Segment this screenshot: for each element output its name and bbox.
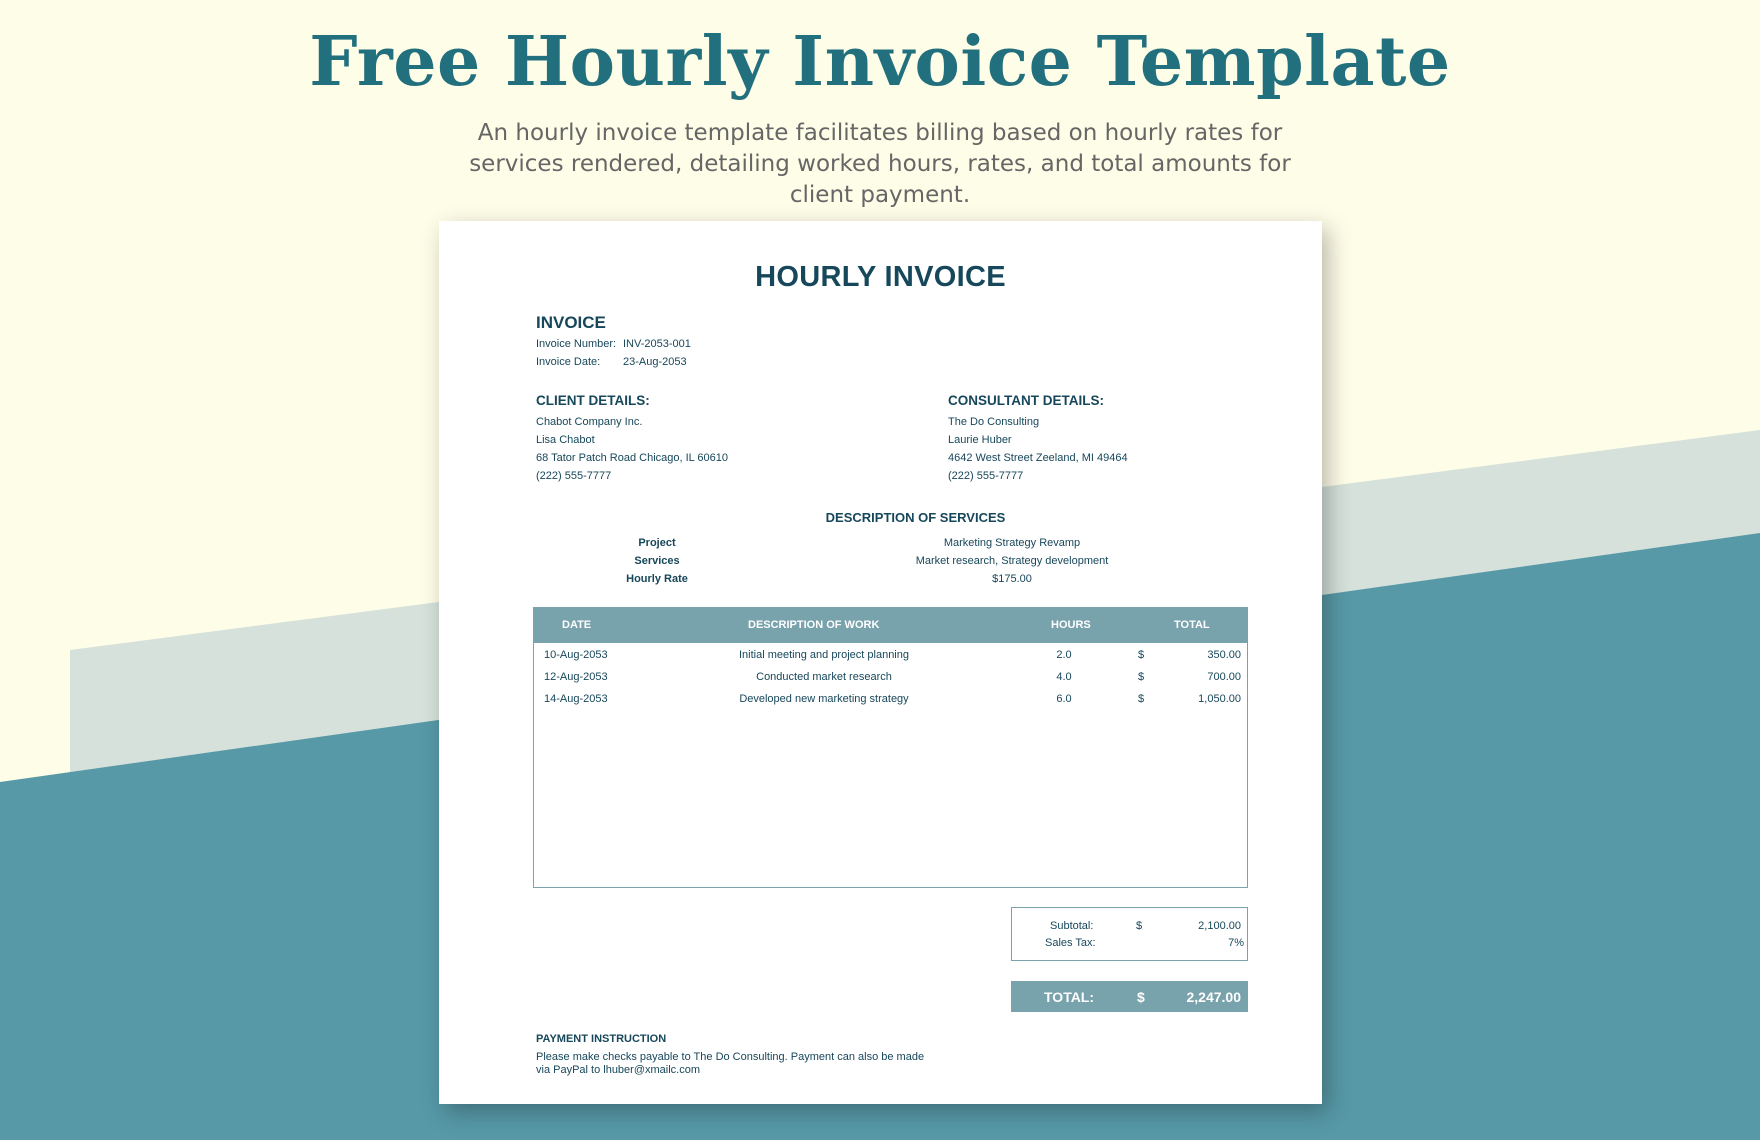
client-name: Lisa Chabot [536,434,595,446]
payment-instruction-heading: PAYMENT INSTRUCTION [536,1033,667,1045]
total-bar [1011,981,1248,1012]
table-row [534,693,1247,715]
row-description: Developed new marketing strategy [739,693,909,705]
row-hours: 2.0 [1056,649,1072,661]
subtotal-box [1011,907,1248,961]
row-currency: $ [1138,671,1145,683]
service-label: Project [638,537,676,549]
col-date-header: DATE [562,619,592,631]
consultant-details [948,413,1128,485]
col-hours-header: HOURS [1051,619,1091,631]
invoice-date-row [536,356,687,368]
table-row [534,649,1247,671]
service-value: $175.00 [992,573,1032,585]
row-date: 14-Aug-2053 [544,693,608,705]
services-heading: DESCRIPTION OF SERVICES [825,510,1006,525]
subtotal-label: Subtotal: [1050,920,1094,932]
row-date: 12-Aug-2053 [544,671,608,683]
service-label: Services [634,555,680,567]
consultant-address: 4642 West Street Zeeland, MI 49464 [948,452,1128,464]
total-value: 2,247.00 [1186,989,1241,1005]
invoice-date-value: 23-Aug-2053 [623,356,687,368]
consultant-details-heading: CONSULTANT DETAILS: [948,393,1104,408]
subtotal-currency: $ [1136,920,1143,932]
row-total: 350.00 [1207,649,1241,661]
client-details [536,413,728,485]
consultant-company: The Do Consulting [948,416,1040,428]
invoice-sheet [439,221,1322,1104]
sales-tax-value: 7% [1228,937,1244,949]
invoice-heading: INVOICE [536,313,606,332]
row-hours: 4.0 [1056,671,1072,683]
page-subtitle: An hourly invoice template facilitates billing based on hourly rates for services rendered, detailing worked hours, rates, and total amounts for client payment. [469,120,1291,208]
row-hours: 6.0 [1056,693,1072,705]
col-total-header: TOTAL [1174,619,1210,631]
consultant-phone: (222) 555-7777 [948,470,1024,482]
work-table [533,607,1248,888]
row-date: 10-Aug-2053 [544,649,608,661]
payment-instruction-text [536,1051,956,1077]
work-table-header [534,608,1247,643]
row-currency: $ [1138,649,1145,661]
table-row [534,671,1247,693]
invoice-date-label: Invoice Date: [536,356,601,368]
page-title: Free Hourly Invoice Template [309,22,1451,102]
invoice-number-label: Invoice Number: [536,338,617,350]
row-total: 1,050.00 [1198,693,1241,705]
row-description: Initial meeting and project planning [738,649,909,661]
payment-line-2: via PayPal to lhuber@xmailc.com [536,1064,701,1076]
total-currency: $ [1137,989,1145,1005]
subtotal-value: 2,100.00 [1198,920,1241,932]
client-company: Chabot Company Inc. [536,416,643,428]
client-address: 68 Tator Patch Road Chicago, IL 60610 [536,452,729,464]
invoice-document-title: HOURLY INVOICE [755,261,1006,293]
row-description: Conducted market research [756,671,892,683]
sales-tax-label: Sales Tax: [1045,937,1096,949]
service-value: Marketing Strategy Revamp [943,537,1081,549]
service-label: Hourly Rate [626,573,688,585]
consultant-name: Laurie Huber [948,434,1012,446]
payment-line-1: Please make checks payable to The Do Consulting. Payment can also be made [536,1051,925,1063]
col-description-header: DESCRIPTION OF WORK [748,619,880,631]
row-total: 700.00 [1207,671,1241,683]
row-currency: $ [1138,693,1145,705]
invoice-number-value: INV-2053-001 [623,338,691,350]
total-label: TOTAL: [1044,989,1095,1005]
invoice-number-row [536,338,691,350]
client-phone: (222) 555-7777 [536,470,612,482]
client-details-heading: CLIENT DETAILS: [536,393,650,408]
service-value: Market research, Strategy development [915,555,1109,567]
